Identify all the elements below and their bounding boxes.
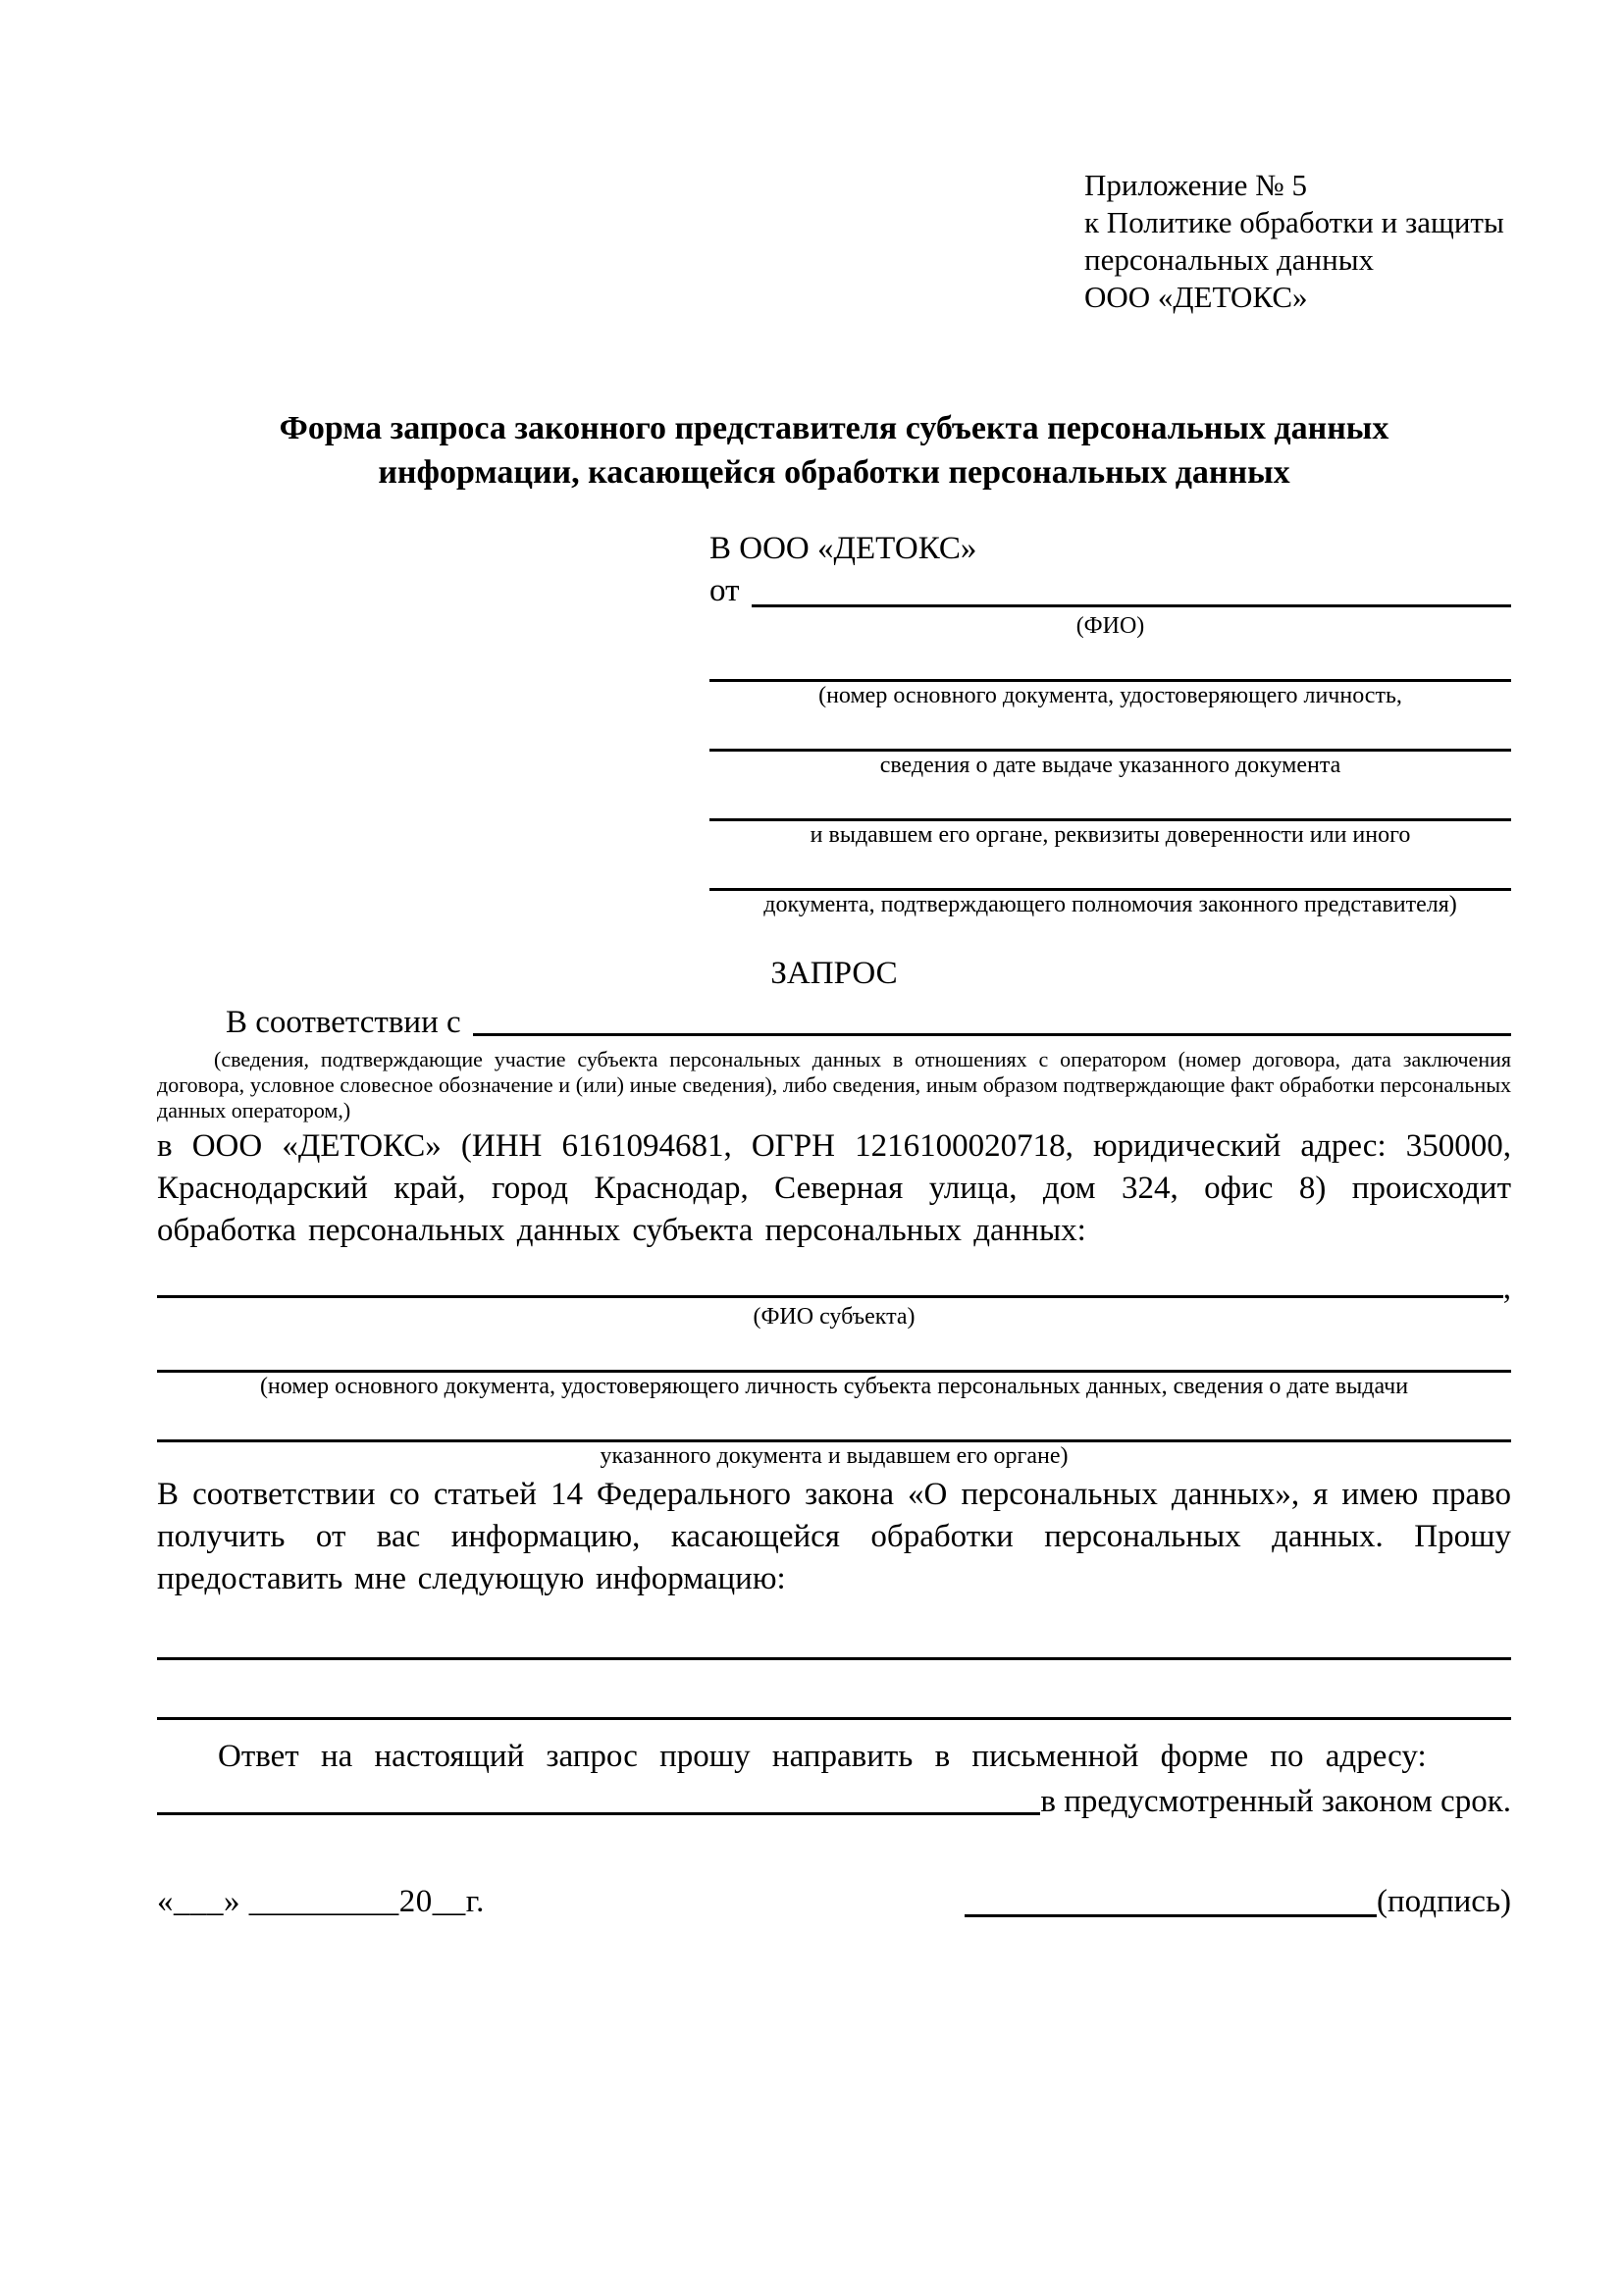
from-row [709, 570, 1511, 612]
from-label: от [709, 573, 740, 608]
footer-row [157, 1881, 1511, 1923]
intro-prefix: В соответствии с [226, 1005, 461, 1040]
doc-caption: документа, подтверждающего полномочия законного представителя) [763, 892, 1457, 917]
subject-fio-caption: (ФИО субъекта) [753, 1304, 916, 1330]
form-title-line: информации, касающейся обработки персональных данных [378, 454, 1290, 491]
operator-paragraph: в ООО «ДЕТОКС» (ИНН 6161094681, ОГРН 1216100020718, юридический адрес: 350000, Краснодарский край, город Краснодар, Северная улица, дом 324, офис 8) происходит обработка персональных данных субъекта персональных данных: [157, 1128, 1511, 1248]
appendix-block [1084, 167, 1511, 316]
trailing-comma: , [1502, 1271, 1511, 1306]
subject-doc-blank-line [157, 1346, 1511, 1373]
addressee-block [709, 528, 1511, 918]
doc-blank-line [709, 797, 1511, 821]
info-blank-line [157, 1690, 1511, 1720]
subject-fio-row [157, 1268, 1511, 1306]
appendix-line: ООО «ДЕТОКС» [1084, 280, 1308, 314]
subject-doc-blank-line [157, 1416, 1511, 1442]
appendix-line: персональных данных [1084, 242, 1375, 277]
doc-caption: и выдавшем его органе, реквизиты доверенности или иного [810, 822, 1411, 848]
doc-blank-line [709, 657, 1511, 682]
intro-row [157, 999, 1511, 1041]
signature-blank-line [965, 1914, 1377, 1917]
representative-doc-field [709, 727, 1511, 779]
reply-suffix: в предусмотренный законом срок. [1040, 1784, 1511, 1819]
representative-doc-field [709, 657, 1511, 709]
address-blank-line [157, 1812, 1040, 1815]
representative-doc-field [709, 866, 1511, 918]
subject-doc-caption: указанного документа и выдавшем его органе) [600, 1443, 1069, 1469]
reply-address-row [157, 1778, 1511, 1820]
date-field: «___» _________20__г. [157, 1884, 485, 1919]
representative-doc-field [709, 797, 1511, 849]
addressee-company: В ООО «ДЕТОКС» [709, 531, 977, 566]
intro-blank-line [473, 1033, 1511, 1036]
doc-caption: (номер основного документа, удостоверяющего личность, [818, 683, 1402, 708]
subject-fio-blank-line [157, 1295, 1503, 1298]
form-title-line: Форма запроса законного представителя субъекта персональных данных [279, 410, 1389, 446]
reply-paragraph: Ответ на настоящий запрос прошу направить в письменной форме по адресу: [218, 1739, 1427, 1774]
intro-caption: (сведения, подтверждающие участие субъекта персональных данных в отношениях с оператором (номер договора, дата заключения договора, условное словесное обозначение и (или) иные сведения), либо сведения, иным образом подтверждающие факт обработки персональных данных оператором,) [157, 1047, 1511, 1122]
signature-caption: (подпись) [1377, 1884, 1511, 1919]
fio-caption: (ФИО) [1075, 613, 1145, 639]
fio-blank-line [752, 604, 1512, 607]
subject-doc-field [157, 1346, 1511, 1400]
appendix-line: к Политике обработки и защиты [1084, 205, 1504, 239]
doc-caption: сведения о дате выдаче указанного документа [879, 753, 1341, 778]
appendix-line: Приложение № 5 [1084, 168, 1307, 202]
doc-blank-line [709, 866, 1511, 891]
subject-doc-field [157, 1416, 1511, 1470]
signature-group [965, 1881, 1511, 1923]
request-heading: ЗАПРОС [770, 956, 898, 991]
doc-blank-line [709, 727, 1511, 752]
subject-doc-caption: (номер основного документа, удостоверяющего личность субъекта персональных данных, сведения о дате выдачи [259, 1374, 1409, 1399]
info-blank-line [157, 1630, 1511, 1660]
rights-paragraph: В соответствии со статьей 14 Федерального закона «О персональных данных», я имею право получить от вас информацию, касающейся обработки персональных данных. Прошу предоставить мне следующую информацию: [157, 1477, 1511, 1596]
form-title [157, 406, 1511, 495]
